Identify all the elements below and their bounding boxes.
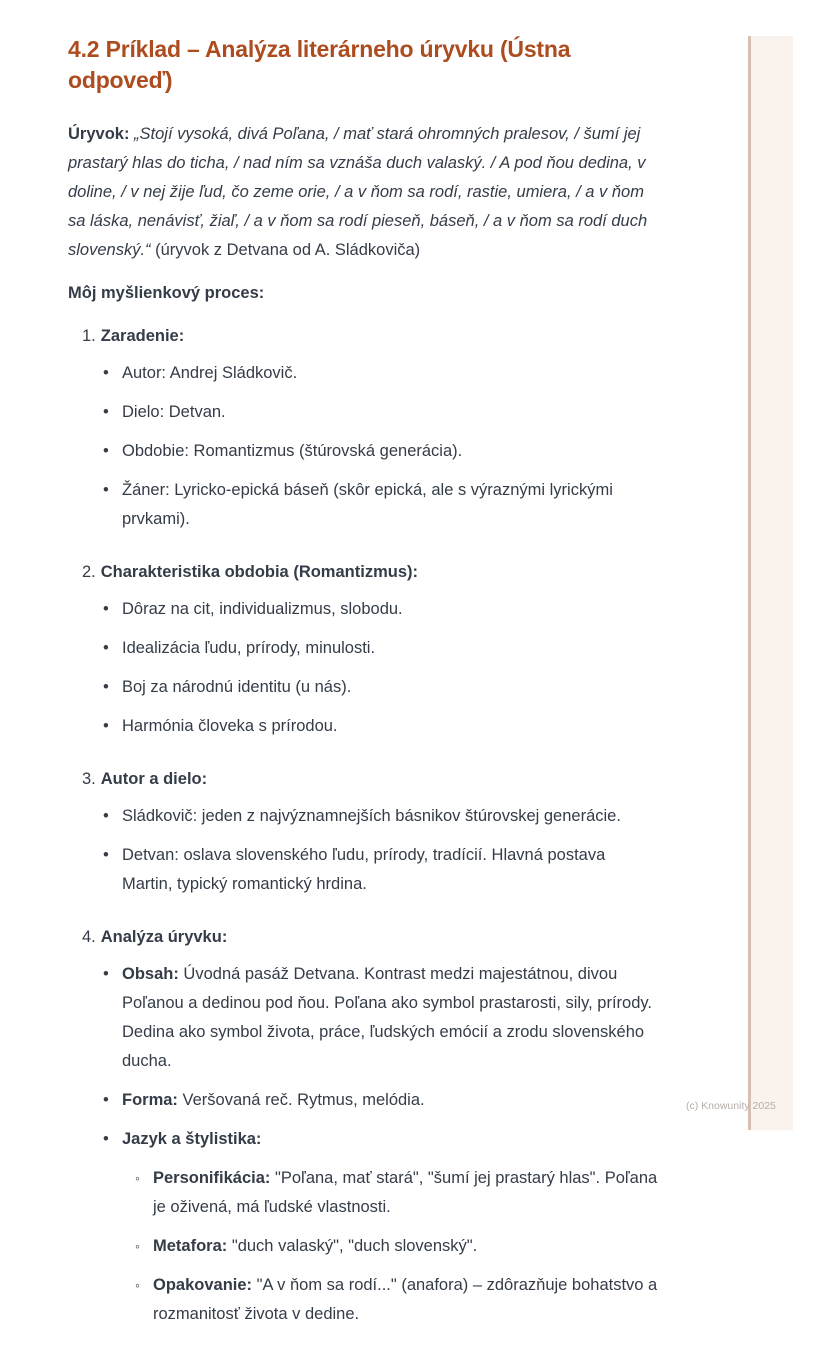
section-head bbox=[68, 558, 660, 587]
bullet-marker: • bbox=[103, 403, 109, 421]
page-edge-stripe bbox=[748, 36, 793, 1130]
bullet-list bbox=[68, 960, 660, 1154]
bullet-marker: • bbox=[103, 1130, 109, 1148]
list-item: • Sládkovič: jeden z najvýznamnejších básnikov štúrovskej generácie. bbox=[68, 802, 660, 831]
list-item: • Jazyk a štylistika: bbox=[68, 1125, 660, 1154]
section-head bbox=[68, 322, 660, 351]
sub-list-item: ◦ Metafora: "duch valaský", "duch slovenský". bbox=[68, 1232, 660, 1261]
sub-bullet-marker: ◦ bbox=[135, 1170, 140, 1186]
bullet-marker: • bbox=[103, 807, 109, 825]
sub-bullet-marker: ◦ bbox=[135, 1238, 140, 1254]
section-autor-a-dielo bbox=[68, 765, 660, 899]
section-list bbox=[68, 322, 660, 1329]
excerpt-quote: „Stojí vysoká, divá Poľana, / mať stará ohromných pralesov, / šumí jej prastarý hlas do ticha, / nad ním sa vznáša duch valaský. / A pod ňou dedina, v doline, / v nej žije ľud, čo zeme orie, / a v ňom sa rodí, rastie, umiera, / a v ňom sa láska, nenávisť, žiaľ, / a v ňom sa rodí pieseň, báseň, / a v ňom sa rodí duch slovenský.“ bbox=[68, 125, 648, 259]
section-title: Autor a dielo: bbox=[100, 770, 208, 788]
process-heading: Môj myšlienkový proces: bbox=[68, 284, 265, 302]
sub-list-item: ◦ Opakovanie: "A v ňom sa rodí..." (anafora) – zdôrazňuje bohatstvo a rozmanitosť života v dedine. bbox=[68, 1271, 660, 1329]
bullet-marker: • bbox=[103, 600, 109, 618]
section-charakteristika bbox=[68, 558, 660, 741]
watermark: (c) Knowunity 2025 bbox=[686, 1100, 776, 1112]
page-title: 4.2 Príklad – Analýza literárneho úryvku (Ústna odpoveď) bbox=[68, 36, 571, 93]
sub-list-item: ◦ Personifikácia: "Poľana, mať stará", "šumí jej prastarý hlas". Poľana je oživená, má ľudské vlastnosti. bbox=[68, 1164, 660, 1222]
list-item: • Detvan: oslava slovenského ľudu, prírody, tradícií. Hlavná postava Martin, typický romantický hrdina. bbox=[68, 841, 660, 899]
list-item: • Obsah: Úvodná pasáž Detvana. Kontrast medzi majestátnou, divou Poľanou a dedinou pod ňou. Poľana ako symbol prastarosti, sily, prírody. Dedina ako symbol života, práce, ľudských emócií a zrodu slovenského ducha. bbox=[68, 960, 660, 1076]
list-item: • Dielo: Detvan. bbox=[68, 398, 660, 427]
section-head bbox=[68, 923, 660, 952]
excerpt-source: (úryvok z Detvana od A. Sládkoviča) bbox=[150, 241, 421, 259]
section-number: 2. bbox=[82, 563, 96, 581]
list-item: • Obdobie: Romantizmus (štúrovská generácia). bbox=[68, 437, 660, 466]
sub-bullet-marker: ◦ bbox=[135, 1277, 140, 1293]
section-number: 3. bbox=[82, 770, 96, 788]
bullet-list bbox=[68, 595, 660, 741]
section-zaradenie bbox=[68, 322, 660, 534]
bullet-list bbox=[68, 359, 660, 534]
section-number: 4. bbox=[82, 928, 96, 946]
bullet-marker: • bbox=[103, 846, 109, 864]
list-item: • Idealizácia ľudu, prírody, minulosti. bbox=[68, 634, 660, 663]
excerpt-label: Úryvok: bbox=[68, 125, 130, 143]
list-item: • Harmónia človeka s prírodou. bbox=[68, 712, 660, 741]
bullet-marker: • bbox=[103, 678, 109, 696]
bullet-marker: • bbox=[103, 442, 109, 460]
section-number: 1. bbox=[82, 327, 96, 345]
section-title: Charakteristika obdobia (Romantizmus): bbox=[100, 563, 418, 581]
document-content bbox=[68, 34, 660, 1353]
section-title: Zaradenie: bbox=[100, 327, 185, 345]
bullet-marker: • bbox=[103, 717, 109, 735]
bullet-marker: • bbox=[103, 639, 109, 657]
section-head bbox=[68, 765, 660, 794]
list-item: • Boj za národnú identitu (u nás). bbox=[68, 673, 660, 702]
section-title: Analýza úryvku: bbox=[100, 928, 228, 946]
bullet-marker: • bbox=[103, 364, 109, 382]
sub-bullet-list bbox=[68, 1164, 660, 1329]
excerpt-paragraph bbox=[68, 120, 660, 265]
bullet-marker: • bbox=[103, 481, 109, 499]
list-item: • Autor: Andrej Sládkovič. bbox=[68, 359, 660, 388]
list-item: • Žáner: Lyricko-epická báseň (skôr epická, ale s výraznými lyrickými prvkami). bbox=[68, 476, 660, 534]
bullet-marker: • bbox=[103, 965, 109, 983]
bullet-marker: • bbox=[103, 1091, 109, 1109]
section-analyza-uryvku bbox=[68, 923, 660, 1329]
list-item: • Forma: Veršovaná reč. Rytmus, melódia. bbox=[68, 1086, 660, 1115]
bullet-list bbox=[68, 802, 660, 899]
list-item: • Dôraz na cit, individualizmus, slobodu. bbox=[68, 595, 660, 624]
